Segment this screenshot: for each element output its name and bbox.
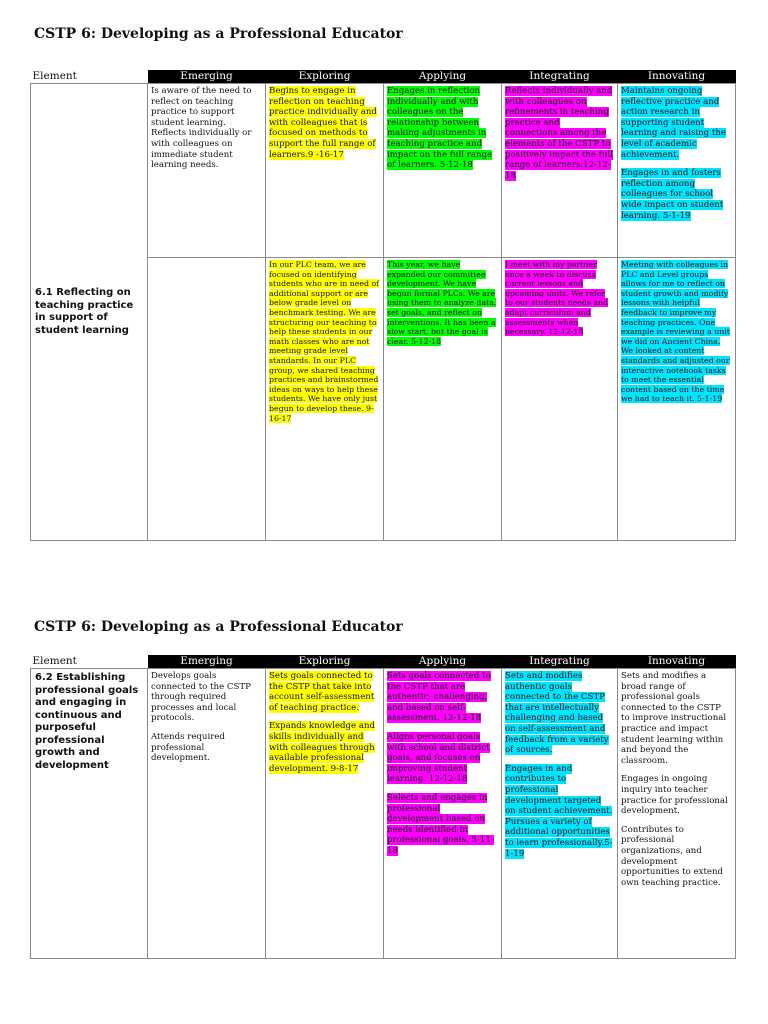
descriptor-exploring-2-2: Expands knowledge and skills individually and with colleagues through available professional development. 9-8-17: [269, 721, 376, 774]
evidence-innovating: Meeting with colleagues in PLC and Level groups allows for me to reflect on student growth and modify lessons with helpful feedback to improve my teaching practices. One example is reviewing a unit we did on Ancient China. We looked at content standards and adjusted our interactive notebook tasks to meet the essential content based on the time we had to teach it. 5-1-19: [621, 260, 730, 404]
descriptor-innovating-2: Engages in and fosters reflection among colleagues for school wide impact on student learning. 5-1-19: [621, 168, 724, 221]
descriptor-emerging-2-2: Attends required professional development.: [151, 731, 225, 764]
element-header: Element: [31, 70, 148, 84]
header-row-2: [31, 655, 736, 669]
descriptor-emerging: Is aware of the need to reflect on teaching practice to support student learning. Reflects individually or with colleagues on immediate student learning needs.: [151, 86, 252, 171]
cell-exploring: [266, 84, 384, 258]
evidence-applying-cell: [384, 258, 502, 541]
cell-innovating-2: [618, 669, 736, 959]
descriptor-innovating-2-1: Sets and modifies a broad range of professional goals connected to the CSTP to improve instructional practice and impact student learning within and beyond the classroom.: [621, 671, 727, 766]
cell-innovating: [618, 84, 736, 258]
descriptor-innovating-2-2: Engages in ongoing inquiry into teacher practice for professional development.: [621, 774, 728, 817]
descriptor-exploring-2-1: Sets goals connected to the CSTP that take into account self-assessment of teaching practice.: [269, 671, 375, 713]
descriptor-applying-2-2: Aligns personal goals with school and district goals, and focuses on improving student learning. 12-12-18: [387, 731, 490, 785]
rubric-table-6-2: [30, 655, 736, 959]
element-header-2: Element: [31, 655, 148, 669]
cell-integrating-2: [502, 669, 618, 959]
descriptor-integrating: Reflects individually and with colleagues on refinements in teaching practice and connections among the elements of the CSTP to positively impact the full range of learners.12-12-18: [505, 86, 613, 181]
level-header-emerging: Emerging: [148, 70, 266, 84]
cell-applying-2: [384, 669, 502, 959]
descriptor-row: [31, 84, 736, 258]
descriptor-integrating-2-2: Engages in and contributes to professional development targeted on student achievement. Pursues a variety of additional opportunities to learn professionally.5-1-19: [505, 763, 613, 859]
rubric-table-6-1: [30, 70, 736, 541]
level-header-integrating-2: Integrating: [502, 655, 618, 669]
descriptor-applying-2-1: Sets goals connected to the CSTP that are authentic, challenging, and based on self-assessment. 12-12-18: [387, 671, 491, 724]
evidence-applying: This year, we have expanded our committee development. We have begun formal PLCs. We are using them to analyze data, set goals, and reflect on interventions. It has been a slow start, but the goal is clear. 5-12-18: [387, 260, 497, 346]
cell-emerging: [148, 84, 266, 258]
element-label-2: 6.2 Establishing professional goals and engaging in continuous and purposeful professional growth and development: [31, 669, 148, 959]
evidence-exploring-cell: [266, 258, 384, 541]
cell-applying: [384, 84, 502, 258]
descriptor-applying-2-3: Selects and engages in professional development based on needs identified in professional goals. 5-11-18: [387, 792, 494, 856]
descriptor-emerging-2-1: Develops goals connected to the CSTP through required processes and local protocols.: [151, 671, 251, 724]
level-header-applying-2: Applying: [384, 655, 502, 669]
descriptor-innovating-1: Maintains ongoing reflective practice and action research in supporting student learning and raising the level of academic achievement.: [621, 86, 726, 160]
level-header-integrating: Integrating: [502, 70, 618, 84]
level-header-applying: Applying: [384, 70, 502, 84]
level-header-exploring-2: Exploring: [266, 655, 384, 669]
descriptor-integrating-2-1: Sets and modifies authentic goals connected to the CSTP that are intellectually challenging and based on self-assessment and feedback from a variety of sources.: [505, 671, 609, 756]
cell-integrating: [502, 84, 618, 258]
descriptor-applying: Engages in reflection individually and with colleagues on the relationship between making adjustments in teaching practice and impact on the full range of learners. 5-12-18: [387, 86, 493, 171]
evidence-emerging: [148, 258, 266, 541]
evidence-integrating-cell: [502, 258, 618, 541]
header-row: [31, 70, 736, 84]
descriptor-exploring: Begins to engage in reflection on teaching practice individually and with colleagues that is focused on methods to support the full range of learners.9 -16-17: [269, 86, 377, 160]
descriptor-innovating-2-3: Contributes to professional organizations, and development opportunities to extend own teaching practice.: [621, 824, 724, 888]
cell-emerging-2: [148, 669, 266, 959]
descriptor-row-2: [31, 669, 736, 959]
level-header-innovating-2: Innovating: [618, 655, 736, 669]
evidence-integrating: I meet with my partner once a week to discuss current lessons and upcoming units. We refer to our students needs and adapt curriculum and assessments when necessary. 12-12-18: [505, 260, 609, 337]
element-label: 6.1 Reflecting on teaching practice in support of student learning: [31, 84, 148, 541]
evidence-exploring: In our PLC team, we are focused on identifying students who are in need of additional support or are below grade level on benchmark testing. We are structuring our teaching to help these students in our math classes who are not meeting grade level standards. In our PLC group, we shared teaching practices and brainstormed ideas on ways to help these students. We have only just begun to develop these. 9-16-17: [269, 260, 380, 423]
level-header-innovating: Innovating: [618, 70, 736, 84]
page-title-2: CSTP 6: Developing as a Professional Educator: [34, 619, 403, 635]
evidence-innovating-cell: [618, 258, 736, 541]
level-header-exploring: Exploring: [266, 70, 384, 84]
page-title: CSTP 6: Developing as a Professional Educator: [34, 26, 403, 42]
level-header-emerging-2: Emerging: [148, 655, 266, 669]
cell-exploring-2: [266, 669, 384, 959]
